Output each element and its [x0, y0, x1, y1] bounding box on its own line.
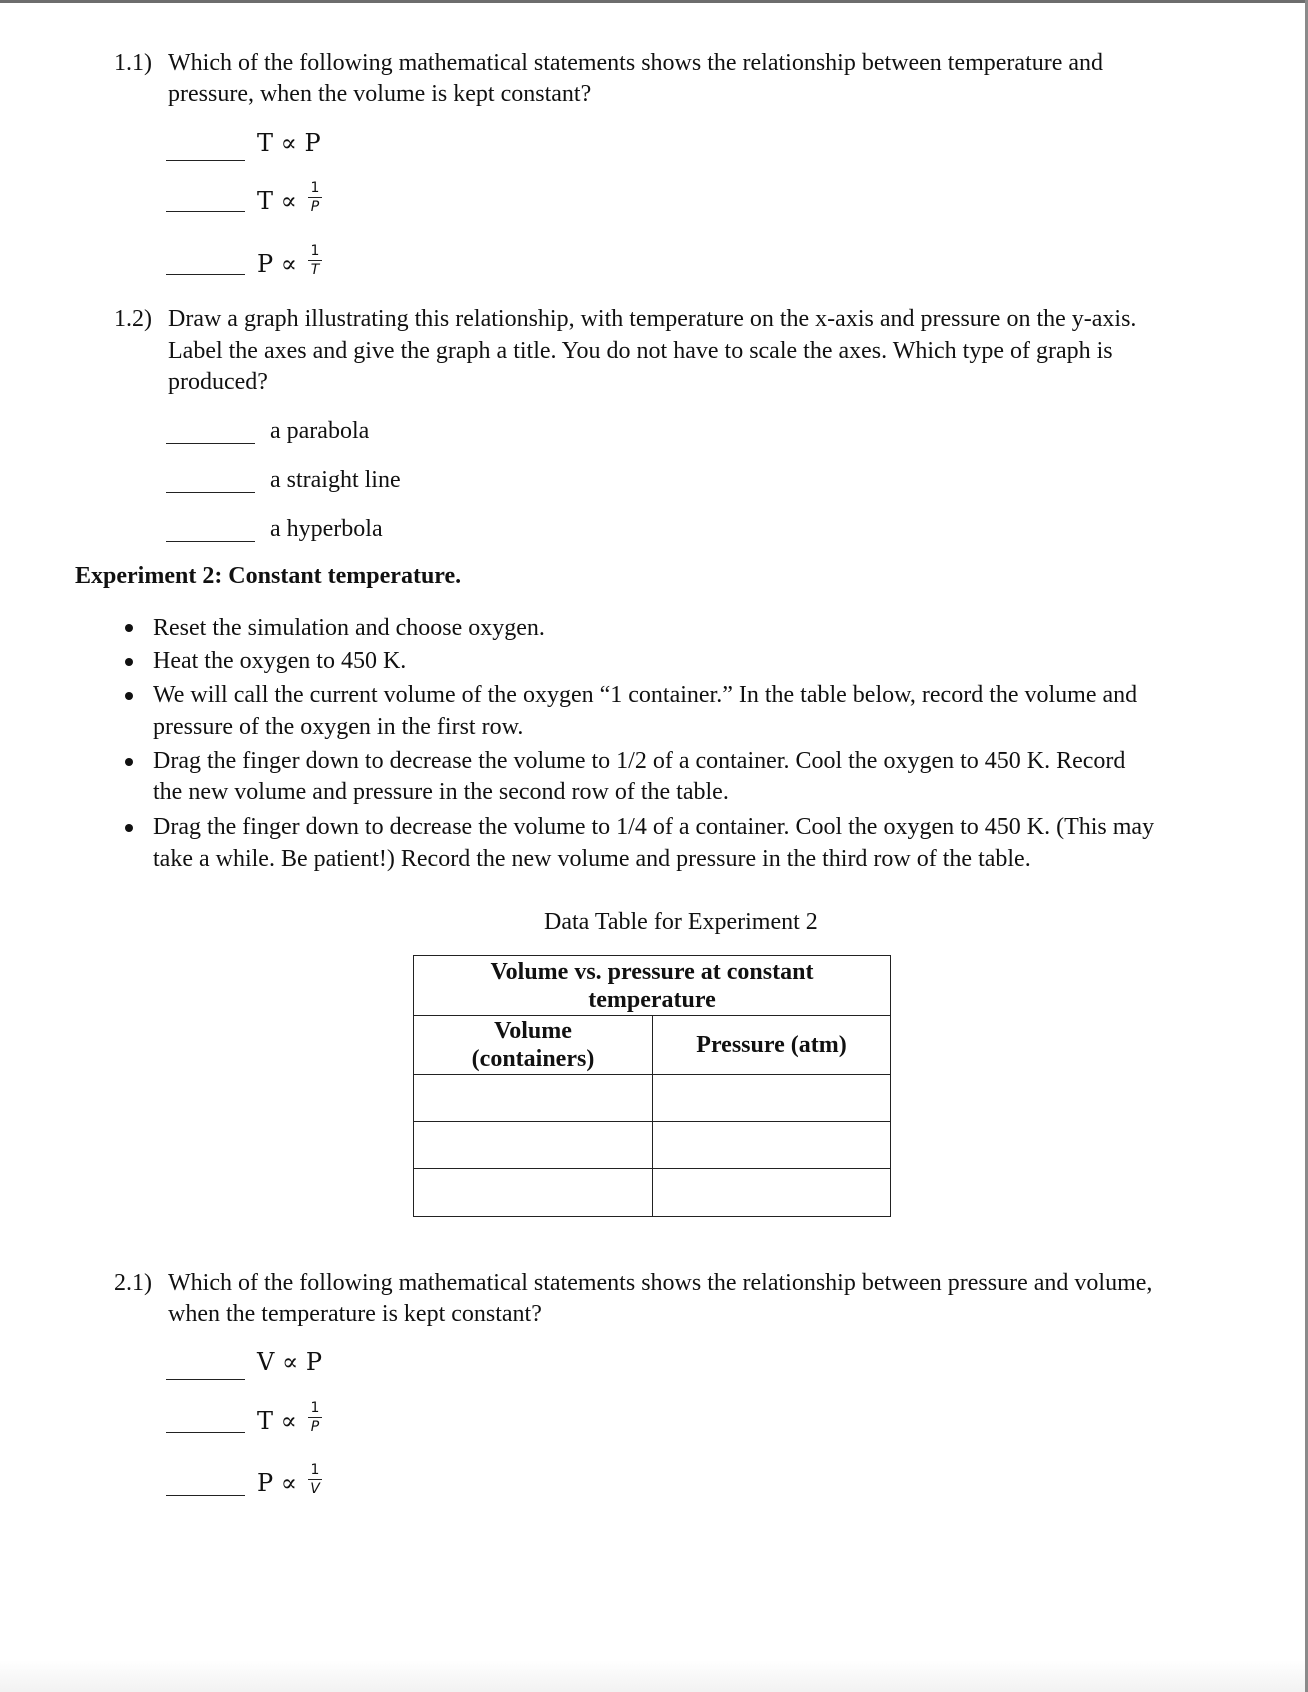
question-2-1-text-line1: Which of the following mathematical statements shows the relationship between pressure and volume, — [168, 1270, 1153, 1296]
fraction-numerator: 1 — [310, 180, 320, 196]
answer-blank[interactable] — [166, 1495, 245, 1496]
answer-blank[interactable] — [166, 443, 255, 444]
bullet-marker — [125, 658, 133, 666]
answer-blank[interactable] — [166, 541, 255, 542]
option-p-prop-inverse-v: P ∝ — [257, 1469, 298, 1497]
page-top-border — [0, 0, 1308, 3]
fraction-numerator: 1 — [310, 243, 320, 259]
volume-cell[interactable] — [414, 1122, 653, 1169]
data-table-experiment-2 — [413, 955, 891, 1217]
pressure-cell[interactable] — [653, 1169, 891, 1217]
table-title-line2: temperature — [588, 986, 716, 1013]
column-header-volume-line1: Volume — [494, 1018, 572, 1044]
question-2-1-text-line2: when the temperature is kept constant? — [168, 1301, 542, 1327]
fraction-one-over-v — [308, 1462, 322, 1497]
option-t-prop-inverse-p: T ∝ — [257, 187, 297, 215]
bullet-marker — [125, 692, 133, 700]
question-1-2-text-line2: Label the axes and give the graph a title. You do not have to scale the axes. Which type of graph is — [168, 338, 1113, 364]
answer-blank[interactable] — [166, 274, 245, 275]
fraction-denominator: P — [310, 1419, 320, 1435]
bullet-5-line1: Drag the finger down to decrease the volume to 1/4 of a container. Cool the oxygen to 450 K. (This may — [153, 814, 1155, 840]
fraction-bar — [308, 260, 322, 261]
question-1-1-text-line1: Which of the following mathematical statements shows the relationship between temperature and — [168, 50, 1104, 76]
option-hyperbola: a hyperbola — [270, 516, 383, 542]
page-bottom-shade — [0, 1660, 1305, 1692]
question-1-2-text-line1: Draw a graph illustrating this relationship, with temperature on the x-axis and pressure on the y-axis. — [168, 306, 1137, 332]
table-title-line1: Volume vs. pressure at constant — [490, 958, 814, 985]
pressure-cell[interactable] — [653, 1122, 891, 1169]
fraction-one-over-t — [308, 243, 322, 278]
column-header-volume — [414, 1016, 653, 1075]
volume-cell[interactable] — [414, 1169, 653, 1217]
fraction-one-over-p — [308, 180, 322, 215]
option-t-prop-p: T ∝ P — [257, 129, 321, 157]
table-title-cell — [414, 956, 891, 1016]
fraction-bar — [308, 197, 322, 198]
answer-blank[interactable] — [166, 492, 255, 493]
question-1-2-text-line3: produced? — [168, 369, 268, 395]
answer-blank[interactable] — [166, 211, 245, 212]
question-1-2-number: 1.2) — [114, 306, 152, 332]
fraction-bar — [308, 1417, 322, 1418]
bullet-3-line2: pressure of the oxygen in the first row. — [153, 714, 524, 740]
bullet-3-line1: We will call the current volume of the oxygen “1 container.” In the table below, record the volume and — [153, 682, 1138, 708]
answer-blank[interactable] — [166, 160, 245, 161]
option-p-prop-inverse-t: P ∝ — [257, 250, 298, 278]
bullet-1-line1: Reset the simulation and choose oxygen. — [153, 615, 545, 641]
pressure-cell[interactable] — [653, 1075, 891, 1122]
fraction-denominator: P — [310, 199, 320, 215]
bullet-marker — [125, 758, 133, 766]
experiment-2-heading: Experiment 2: Constant temperature. — [75, 563, 462, 589]
option-t-prop-inverse-p: T ∝ — [257, 1407, 297, 1435]
option-straight-line: a straight line — [270, 467, 401, 493]
answer-blank[interactable] — [166, 1432, 245, 1433]
column-header-pressure: Pressure (atm) — [653, 1016, 891, 1075]
question-1-1-text-line2: pressure, when the volume is kept constant? — [168, 81, 592, 107]
fraction-one-over-p — [308, 1400, 322, 1435]
fraction-denominator: T — [310, 262, 320, 278]
table-caption: Data Table for Experiment 2 — [544, 909, 818, 935]
option-parabola: a parabola — [270, 418, 370, 444]
table-row — [414, 1075, 891, 1122]
volume-cell[interactable] — [414, 1075, 653, 1122]
bullet-marker — [125, 824, 133, 832]
answer-blank[interactable] — [166, 1379, 245, 1380]
fraction-bar — [308, 1479, 322, 1480]
bullet-2-line1: Heat the oxygen to 450 K. — [153, 648, 407, 674]
bullet-4-line1: Drag the finger down to decrease the volume to 1/2 of a container. Cool the oxygen to 450 K. Record — [153, 748, 1126, 774]
fraction-numerator: 1 — [310, 1462, 320, 1478]
fraction-denominator: V — [310, 1481, 320, 1497]
fraction-numerator: 1 — [310, 1400, 320, 1416]
bullet-5-line2: take a while. Be patient!) Record the new volume and pressure in the third row of the table. — [153, 846, 1031, 872]
column-header-volume-line2: (containers) — [471, 1046, 595, 1072]
question-2-1-number: 2.1) — [114, 1270, 152, 1296]
table-row — [414, 1169, 891, 1217]
bullet-marker — [125, 624, 133, 632]
question-1-1-number: 1.1) — [114, 50, 152, 76]
option-v-prop-p: V ∝ P — [257, 1348, 322, 1376]
bullet-4-line2: the new volume and pressure in the second row of the table. — [153, 779, 729, 805]
table-row — [414, 1122, 891, 1169]
